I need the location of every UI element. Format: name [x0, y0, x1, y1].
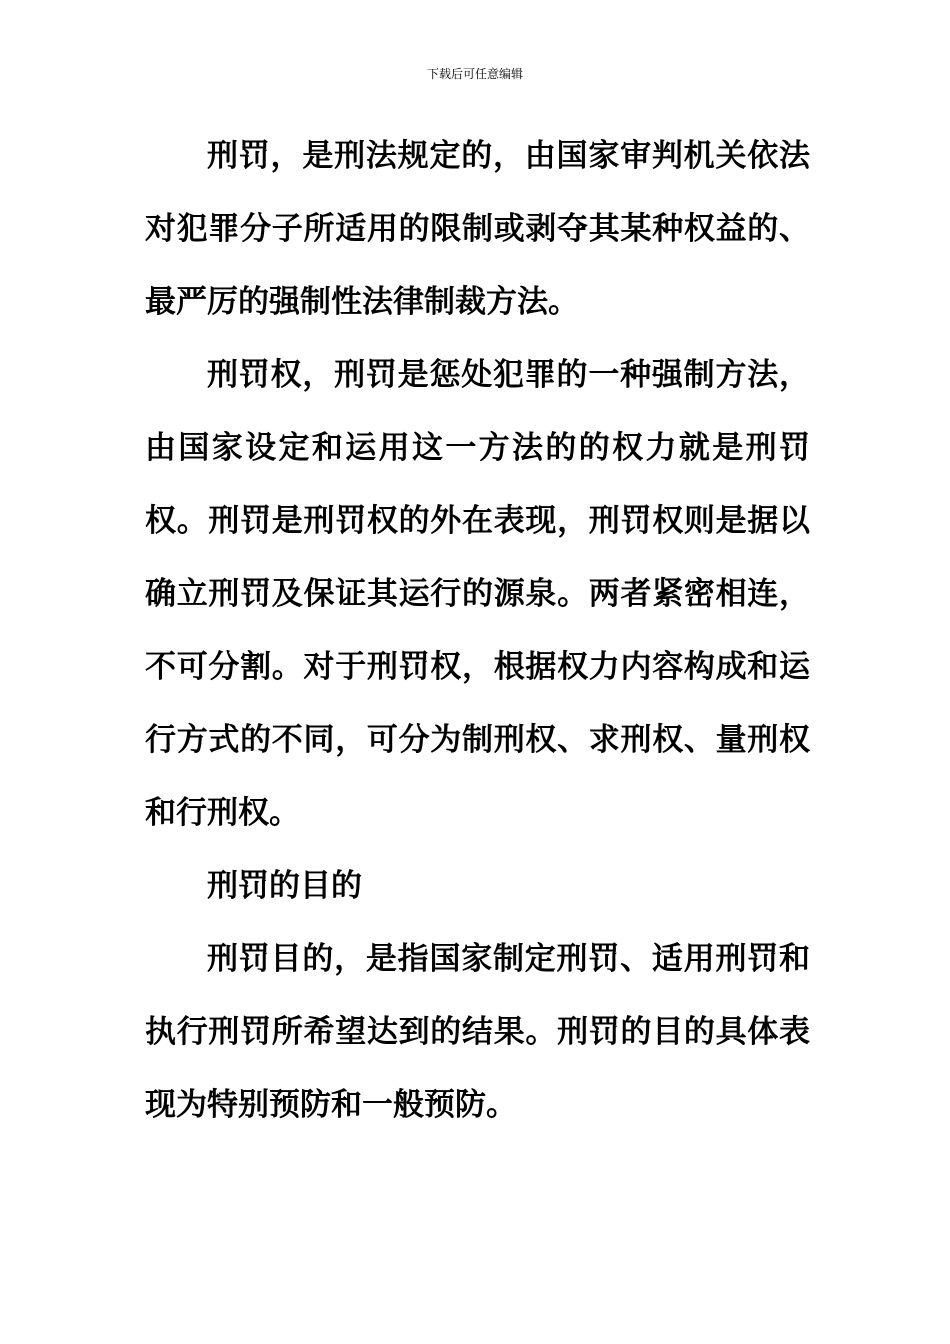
document-body — [145, 120, 810, 1142]
paragraph-penal-power: 刑罚权，刑罚是惩处犯罪的一种强制方法，由国家设定和运用这一方法的的权力就是刑罚权。刑罚是刑罚权的外在表现，刑罚权则是据以确立刑罚及保证其运行的源泉。两者紧密相连，不可分割。对于刑罚权，根据权力内容构成和运行方式的不同，可分为制刑权、求刑权、量刑权和行刑权。 — [145, 357, 810, 831]
paragraph-definition: 刑罚，是刑法规定的，由国家审判机关依法对犯罪分子所适用的限制或剥夺其某种权益的、最严厉的强制性法律制裁方法。 — [145, 138, 810, 320]
paragraph-purpose: 刑罚目的，是指国家制定刑罚、适用刑罚和执行刑罚所希望达到的结果。刑罚的目的具体表现为特别预防和一般预防。 — [145, 941, 810, 1123]
header-note: 下载后可任意编辑 — [426, 67, 523, 81]
section-heading-purpose: 刑罚的目的 — [207, 868, 362, 904]
